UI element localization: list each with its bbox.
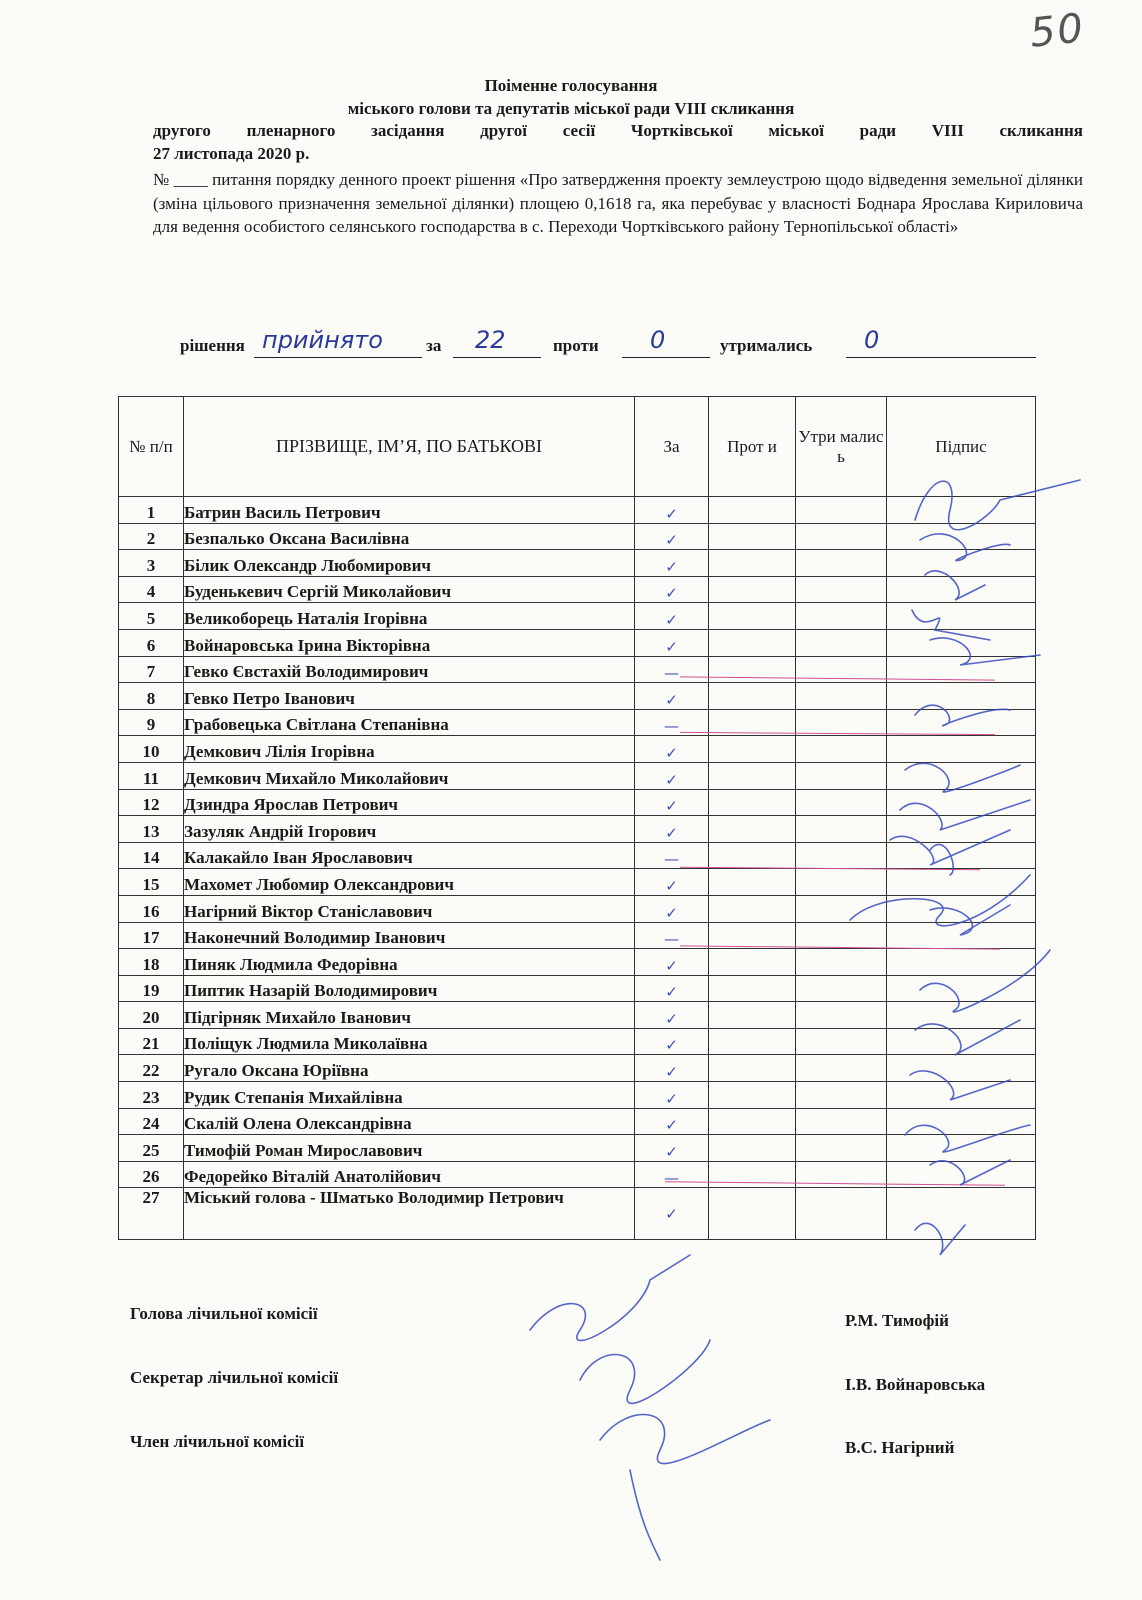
member-name: Безпалько Оксана Василівна bbox=[184, 523, 635, 550]
page-number: 50 bbox=[1027, 5, 1088, 57]
against-cell bbox=[709, 1002, 796, 1029]
header-name: ПРІЗВИЩЕ, ІМ’Я, ПО БАТЬКОВІ bbox=[184, 397, 635, 497]
abstained-label: утримались bbox=[720, 336, 813, 355]
session-line: другого пленарного засідання другої сесії Чортківської міської ради VIII скликання bbox=[153, 121, 1083, 140]
vote-mark: — bbox=[635, 922, 709, 949]
against-blank bbox=[622, 327, 710, 358]
signature-cell bbox=[887, 869, 1036, 896]
signature-cell bbox=[887, 949, 1036, 976]
against-cell bbox=[709, 497, 796, 524]
row-number: 22 bbox=[119, 1055, 184, 1082]
against-label: проти bbox=[553, 336, 599, 355]
signature-cell bbox=[887, 1108, 1036, 1135]
signature-cell bbox=[887, 1082, 1036, 1109]
table-row bbox=[119, 550, 1036, 577]
against-cell bbox=[709, 975, 796, 1002]
abstained-cell bbox=[796, 1002, 887, 1029]
commission-signature bbox=[580, 1340, 710, 1403]
document-title: Поіменне голосування bbox=[484, 76, 658, 95]
table-row bbox=[119, 1108, 1036, 1135]
row-number: 12 bbox=[119, 789, 184, 816]
member-name: Федорейко Віталій Анатолійович bbox=[184, 1161, 635, 1188]
vote-mark: ✓ bbox=[635, 762, 709, 789]
chair-label: Голова лічильної комісії bbox=[130, 1304, 318, 1323]
member-name: Наконечний Володимир Іванович bbox=[184, 922, 635, 949]
signature-cell bbox=[887, 1002, 1036, 1029]
abstained-cell bbox=[796, 922, 887, 949]
vote-mark: ✓ bbox=[635, 629, 709, 656]
row-number: 11 bbox=[119, 762, 184, 789]
abstained-cell bbox=[796, 816, 887, 843]
row-number: 14 bbox=[119, 842, 184, 869]
against-cell bbox=[709, 550, 796, 577]
row-number: 6 bbox=[119, 629, 184, 656]
vote-mark: — bbox=[635, 1161, 709, 1188]
signature-cell bbox=[887, 816, 1036, 843]
signature-cell bbox=[887, 550, 1036, 577]
signature-cell bbox=[887, 1055, 1036, 1082]
against-cell bbox=[709, 895, 796, 922]
secretary-label: Секретар лічильної комісії bbox=[130, 1368, 339, 1387]
for-label: за bbox=[426, 336, 442, 355]
member-name: В.С. Нагірний bbox=[845, 1438, 955, 1457]
decision-line bbox=[170, 326, 1070, 360]
commission-signature bbox=[630, 1470, 660, 1560]
member-name: Підгірняк Михайло Іванович bbox=[184, 1002, 635, 1029]
chair-name: Р.М. Тимофій bbox=[845, 1311, 949, 1330]
table-row bbox=[119, 523, 1036, 550]
row-number: 18 bbox=[119, 949, 184, 976]
row-number: 8 bbox=[119, 683, 184, 710]
member-name: Великоборець Наталія Ігорівна bbox=[184, 603, 635, 630]
row-number: 16 bbox=[119, 895, 184, 922]
abstained-cell bbox=[796, 1028, 887, 1055]
against-cell bbox=[709, 523, 796, 550]
table-row bbox=[119, 736, 1036, 763]
row-number: 15 bbox=[119, 869, 184, 896]
vote-mark: ✓ bbox=[635, 1108, 709, 1135]
header-abstained: Утри малис ь bbox=[796, 397, 887, 497]
member-name: Зазуляк Андрій Ігорович bbox=[184, 816, 635, 843]
member-name: Калакайло Іван Ярославович bbox=[184, 842, 635, 869]
against-cell bbox=[709, 869, 796, 896]
table-row bbox=[119, 576, 1036, 603]
row-number: 7 bbox=[119, 656, 184, 683]
signature-cell bbox=[887, 709, 1036, 736]
member-name: Грабовецька Світлана Степанівна bbox=[184, 709, 635, 736]
table-row bbox=[119, 683, 1036, 710]
vote-mark: ✓ bbox=[635, 1188, 709, 1240]
abstained-cell bbox=[796, 1188, 887, 1240]
abstained-cell bbox=[796, 603, 887, 630]
vote-mark: ✓ bbox=[635, 949, 709, 976]
abstained-cell bbox=[796, 762, 887, 789]
against-cell bbox=[709, 1135, 796, 1162]
vote-mark: ✓ bbox=[635, 523, 709, 550]
table-row bbox=[119, 1135, 1036, 1162]
against-cell bbox=[709, 816, 796, 843]
commission-signature bbox=[530, 1255, 690, 1340]
signature-cell bbox=[887, 975, 1036, 1002]
table-row bbox=[119, 709, 1036, 736]
table-row bbox=[119, 1188, 1036, 1240]
member-name: Гевко Євстахій Володимирович bbox=[184, 656, 635, 683]
voting-table bbox=[118, 396, 1036, 1240]
against-cell bbox=[709, 762, 796, 789]
signature-cell bbox=[887, 497, 1036, 524]
signature-cell bbox=[887, 762, 1036, 789]
against-cell bbox=[709, 736, 796, 763]
table-row bbox=[119, 869, 1036, 896]
table-row bbox=[119, 762, 1036, 789]
signature-cell bbox=[887, 842, 1036, 869]
header-number: № п/п bbox=[119, 397, 184, 497]
signature-cell bbox=[887, 922, 1036, 949]
member-name: Поліщук Людмила Миколаївна bbox=[184, 1028, 635, 1055]
against-cell bbox=[709, 1082, 796, 1109]
signature-cell bbox=[887, 629, 1036, 656]
table-row bbox=[119, 603, 1036, 630]
against-cell bbox=[709, 1028, 796, 1055]
header-against: Прот и bbox=[709, 397, 796, 497]
decision-value: прийнято bbox=[262, 326, 383, 354]
member-name: Махомет Любомир Олександрович bbox=[184, 869, 635, 896]
member-name: Демкович Лілія Ігорівна bbox=[184, 736, 635, 763]
agenda-item-text: № ____ питання порядку денного проект рішення «Про затвердження проекту землеустрою щодо відведення земельної ділянки (зміна цільового призначення земельної ділянки) площею 0,1618 га, яка перебуває у власності Боднара Ярослава Кириловича для ведення особистого селянського господарства в с. Переходи Чортківського району Тернопільської області» bbox=[153, 170, 1083, 236]
table-row bbox=[119, 922, 1036, 949]
row-number: 3 bbox=[119, 550, 184, 577]
against-count: 0 bbox=[650, 326, 666, 354]
table-row bbox=[119, 975, 1036, 1002]
member-name: Скалій Олена Олександрівна bbox=[184, 1108, 635, 1135]
row-number: 25 bbox=[119, 1135, 184, 1162]
vote-mark: ✓ bbox=[635, 1082, 709, 1109]
table-row bbox=[119, 1082, 1036, 1109]
against-cell bbox=[709, 922, 796, 949]
row-number: 10 bbox=[119, 736, 184, 763]
against-cell bbox=[709, 1108, 796, 1135]
abstained-cell bbox=[796, 629, 887, 656]
table-header-row bbox=[119, 397, 1036, 497]
abstained-cell bbox=[796, 842, 887, 869]
abstained-cell bbox=[796, 975, 887, 1002]
member-name: Міський голова - Шматько Володимир Петрович bbox=[184, 1188, 635, 1240]
vote-mark: — bbox=[635, 709, 709, 736]
row-number: 23 bbox=[119, 1082, 184, 1109]
member-name: Тимофій Роман Мирославович bbox=[184, 1135, 635, 1162]
table-row bbox=[119, 949, 1036, 976]
vote-mark: ✓ bbox=[635, 1055, 709, 1082]
vote-mark: ✓ bbox=[635, 683, 709, 710]
row-number: 26 bbox=[119, 1161, 184, 1188]
against-cell bbox=[709, 1055, 796, 1082]
table-row bbox=[119, 1055, 1036, 1082]
member-name: Рудик Степанія Михайлівна bbox=[184, 1082, 635, 1109]
signature-cell bbox=[887, 789, 1036, 816]
abstained-cell bbox=[796, 550, 887, 577]
vote-mark: ✓ bbox=[635, 497, 709, 524]
row-number: 1 bbox=[119, 497, 184, 524]
commission-signature bbox=[600, 1415, 770, 1464]
decision-label: рішення bbox=[180, 336, 245, 355]
table-row bbox=[119, 816, 1036, 843]
vote-mark: ✓ bbox=[635, 550, 709, 577]
member-name: Ругало Оксана Юріївна bbox=[184, 1055, 635, 1082]
member-name: Пиняк Людмила Федорівна bbox=[184, 949, 635, 976]
abstained-cell bbox=[796, 949, 887, 976]
against-cell bbox=[709, 576, 796, 603]
member-name: Нагірний Віктор Станіславович bbox=[184, 895, 635, 922]
signature-cell bbox=[887, 576, 1036, 603]
vote-mark: ✓ bbox=[635, 1028, 709, 1055]
abstained-cell bbox=[796, 869, 887, 896]
member-name: Батрин Василь Петрович bbox=[184, 497, 635, 524]
member-name: Білик Олександр Любомирович bbox=[184, 550, 635, 577]
vote-mark: ✓ bbox=[635, 789, 709, 816]
abstained-cell bbox=[796, 789, 887, 816]
vote-mark: ✓ bbox=[635, 869, 709, 896]
row-number: 17 bbox=[119, 922, 184, 949]
vote-mark: ✓ bbox=[635, 576, 709, 603]
row-number: 13 bbox=[119, 816, 184, 843]
table-row bbox=[119, 497, 1036, 524]
header-signature: Підпис bbox=[887, 397, 1036, 497]
vote-mark: ✓ bbox=[635, 603, 709, 630]
row-number: 5 bbox=[119, 603, 184, 630]
vote-mark: ✓ bbox=[635, 816, 709, 843]
abstained-cell bbox=[796, 523, 887, 550]
vote-mark: ✓ bbox=[635, 736, 709, 763]
member-name: Войнаровська Ірина Вікторівна bbox=[184, 629, 635, 656]
vote-mark: ✓ bbox=[635, 1135, 709, 1162]
abstained-cell bbox=[796, 1082, 887, 1109]
abstained-cell bbox=[796, 1108, 887, 1135]
member-name: Пиптик Назарій Володимирович bbox=[184, 975, 635, 1002]
abstained-cell bbox=[796, 576, 887, 603]
against-cell bbox=[709, 1188, 796, 1240]
vote-mark: — bbox=[635, 842, 709, 869]
signature-cell bbox=[887, 603, 1036, 630]
abstained-cell bbox=[796, 683, 887, 710]
vote-mark: ✓ bbox=[635, 975, 709, 1002]
against-cell bbox=[709, 603, 796, 630]
table-row bbox=[119, 629, 1036, 656]
session-date: 27 листопада 2020 р. bbox=[153, 144, 310, 163]
vote-mark: ✓ bbox=[635, 895, 709, 922]
abstained-cell bbox=[796, 736, 887, 763]
signature-cell bbox=[887, 1188, 1036, 1240]
abstained-cell bbox=[796, 497, 887, 524]
signature-cell bbox=[887, 1028, 1036, 1055]
abstained-cell bbox=[796, 1055, 887, 1082]
against-cell bbox=[709, 629, 796, 656]
table-row bbox=[119, 789, 1036, 816]
header-for: За bbox=[635, 397, 709, 497]
vote-mark: ✓ bbox=[635, 1002, 709, 1029]
table-row bbox=[119, 1002, 1036, 1029]
abstained-cell bbox=[796, 895, 887, 922]
against-cell bbox=[709, 842, 796, 869]
member-name: Буденькевич Сергій Миколайович bbox=[184, 576, 635, 603]
row-number: 24 bbox=[119, 1108, 184, 1135]
row-number: 2 bbox=[119, 523, 184, 550]
row-number: 19 bbox=[119, 975, 184, 1002]
abstained-cell bbox=[796, 1135, 887, 1162]
row-number: 4 bbox=[119, 576, 184, 603]
row-number: 27 bbox=[119, 1188, 184, 1240]
signature-cell bbox=[887, 895, 1036, 922]
member-name: Дзиндра Ярослав Петрович bbox=[184, 789, 635, 816]
against-cell bbox=[709, 949, 796, 976]
abstained-count: 0 bbox=[864, 326, 880, 354]
against-cell bbox=[709, 656, 796, 683]
signature-cell bbox=[887, 1135, 1036, 1162]
member-name: Гевко Петро Іванович bbox=[184, 683, 635, 710]
member-label: Член лічильної комісії bbox=[130, 1432, 305, 1451]
vote-mark: — bbox=[635, 656, 709, 683]
against-cell bbox=[709, 683, 796, 710]
document-subtitle: міського голови та депутатів міської ради VIII скликання bbox=[347, 99, 795, 118]
against-cell bbox=[709, 1161, 796, 1188]
table-row bbox=[119, 895, 1036, 922]
secretary-name: І.В. Войнаровська bbox=[845, 1375, 986, 1394]
against-cell bbox=[709, 789, 796, 816]
row-number: 21 bbox=[119, 1028, 184, 1055]
signature-cell bbox=[887, 736, 1036, 763]
signature-cell bbox=[887, 523, 1036, 550]
for-count: 22 bbox=[475, 326, 506, 354]
table-row bbox=[119, 1028, 1036, 1055]
row-number: 20 bbox=[119, 1002, 184, 1029]
member-name: Демкович Михайло Миколайович bbox=[184, 762, 635, 789]
row-number: 9 bbox=[119, 709, 184, 736]
table-row bbox=[119, 842, 1036, 869]
signature-cell bbox=[887, 683, 1036, 710]
